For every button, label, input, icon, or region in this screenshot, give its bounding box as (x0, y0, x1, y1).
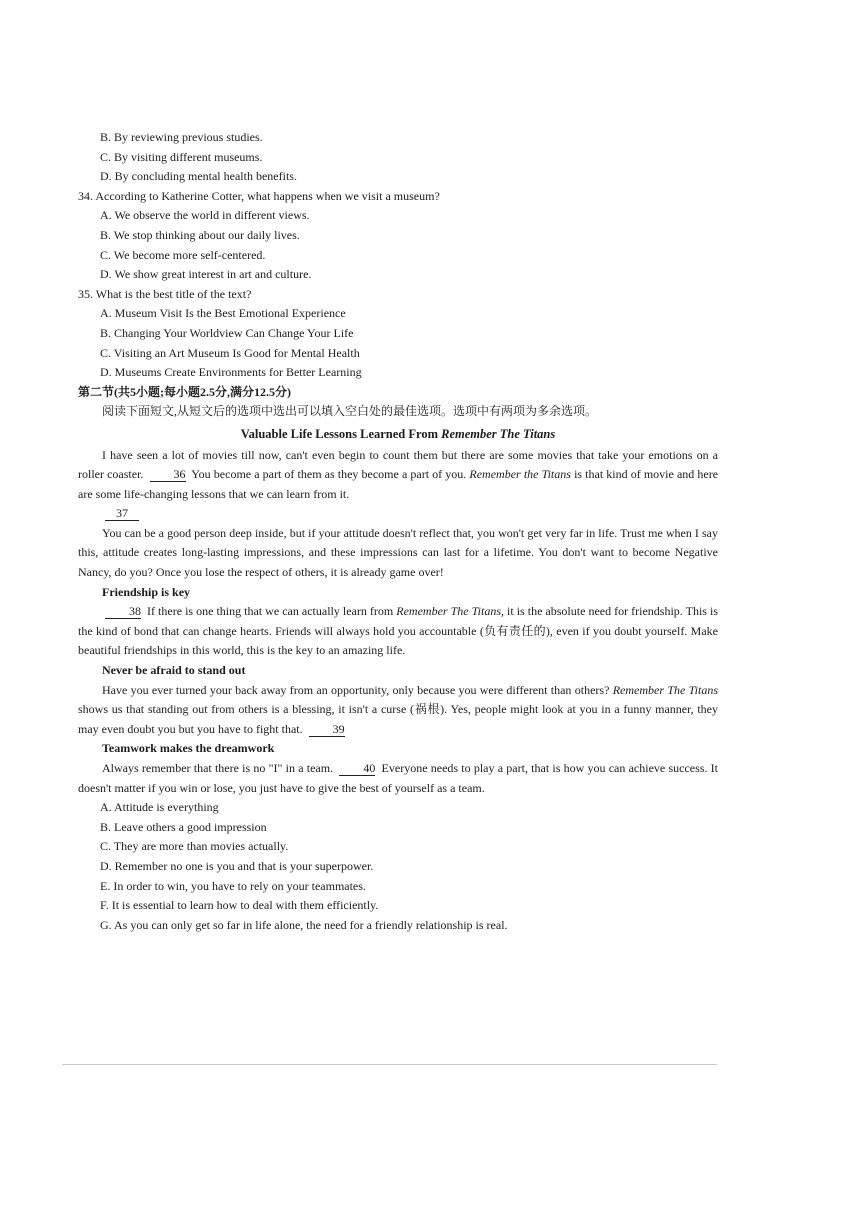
exam-page (78, 128, 718, 935)
q35-option-a: A. Museum Visit Is the Best Emotional Experience (100, 306, 346, 321)
blank-38: 38 (105, 604, 141, 619)
choice-e: E. In order to win, you have to rely on your teammates. (100, 878, 366, 893)
q33-options (78, 128, 718, 187)
paragraph-3 (78, 602, 718, 661)
choice-d: D. Remember no one is you and that is your superpower. (100, 858, 374, 873)
passage-title (78, 425, 718, 445)
blank-39: 39 (309, 722, 345, 737)
paragraph-4 (78, 681, 718, 740)
q34-option-a: A. We observe the world in different views. (100, 208, 310, 223)
q35-stem: 35. What is the best title of the text? (78, 286, 252, 301)
passage-title-italic: Remember The Titans (441, 426, 556, 441)
question-34 (78, 187, 718, 285)
blank-37: 37 (105, 506, 139, 521)
choice-f: F. It is essential to learn how to deal with them efficiently. (100, 898, 379, 913)
section-instruction: 阅读下面短文,从短文后的选项中选出可以填入空白处的最佳选项。选项中有两项为多余选项。 (102, 404, 598, 419)
footer-divider (62, 1064, 717, 1065)
choice-a: A. Attitude is everything (100, 800, 219, 815)
choice-g: G. As you can only get so far in life alone, the need for a friendly relationship is real. (100, 917, 508, 932)
section-heading: 第二节(共5小题;每小题2.5分,满分12.5分) (78, 384, 291, 399)
p1-text-b: You become a part of them as they become a part of you. (191, 467, 467, 482)
subheading-standout: Never be afraid to stand out (102, 663, 246, 678)
p1-movie-title: Remember the Titans (469, 467, 571, 482)
q35-option-b: B. Changing Your Worldview Can Change Your Life (100, 325, 354, 340)
p1-text-c: is that kind of movie and here are some life-changing lessons that we can learn from it. (78, 467, 719, 501)
q33-option-d: D. By concluding mental health benefits. (100, 169, 297, 184)
question-35 (78, 285, 718, 383)
q33-option-c: C. By visiting different museums. (100, 149, 263, 164)
subheading-teamwork: Teamwork makes the dreamwork (102, 741, 275, 756)
paragraph-5 (78, 759, 718, 798)
choice-b: B. Leave others a good impression (100, 819, 267, 834)
paragraph-2: You can be a good person deep inside, but if your attitude doesn't reflect that, you won't get very far in life. Trust me when I say this, attitude creates long-lasting impressions, and these impressions can last for a lifetime. You don't want to become Negative Nancy, do you? Once you lose the respect of others, it is already game over! (78, 525, 718, 580)
p5-text-b: Everyone needs to play a part, that is how you can achieve success. It doesn't matter if you win or lose, you just have to give the best of yourself as a team. (78, 761, 719, 795)
subheading-friendship: Friendship is key (102, 584, 191, 599)
q34-option-c: C. We become more self-centered. (100, 247, 266, 262)
p3-text-b: , it is the absolute need for friendship. This is the kind of bond that can change hearts. Friends will always hold you accountable (负有责任的), even if you doubt yourself. Make beautiful friendships in this world, this is the key to an amazing life. (78, 604, 718, 658)
p3-text-a: If there is one thing that we can actually learn from (147, 604, 394, 619)
p1-text-a: I have seen a lot of movies till now, can't even begin to count them but there are some movies that take your emotions on a roller coaster. (78, 447, 718, 482)
q34-option-b: B. We stop thinking about our daily lives. (100, 227, 300, 242)
paragraph-1 (78, 446, 718, 505)
q35-option-c: C. Visiting an Art Museum Is Good for Mental Health (100, 345, 360, 360)
p4-movie-title: Remember The Titans (612, 682, 718, 697)
p4-text-a: Have you ever turned your back away from an opportunity, only because you were different than others? (102, 682, 610, 697)
q33-option-b: B. By reviewing previous studies. (100, 130, 263, 144)
blank-37-line (78, 504, 718, 524)
blank-40: 40 (339, 761, 375, 776)
choice-c: C. They are more than movies actually. (100, 839, 289, 854)
p4-text-b: shows us that standing out from others is a blessing, it isn't a curse (祸根). Yes, people might look at you in a funny manner, they may even doubt you but you have to fight that. (78, 702, 718, 736)
q35-option-d: D. Museums Create Environments for Better Learning (100, 365, 362, 380)
p3-movie-title: Remember The Titans (396, 604, 501, 619)
q34-stem: 34. According to Katherine Cotter, what happens when we visit a museum? (78, 188, 440, 203)
p5-text-a: Always remember that there is no "I" in a team. (102, 761, 334, 775)
q34-option-d: D. We show great interest in art and culture. (100, 267, 312, 282)
blank-36: 36 (150, 467, 186, 482)
passage-title-prefix: Valuable Life Lessons Learned From (240, 426, 442, 441)
choices-list (78, 798, 718, 935)
